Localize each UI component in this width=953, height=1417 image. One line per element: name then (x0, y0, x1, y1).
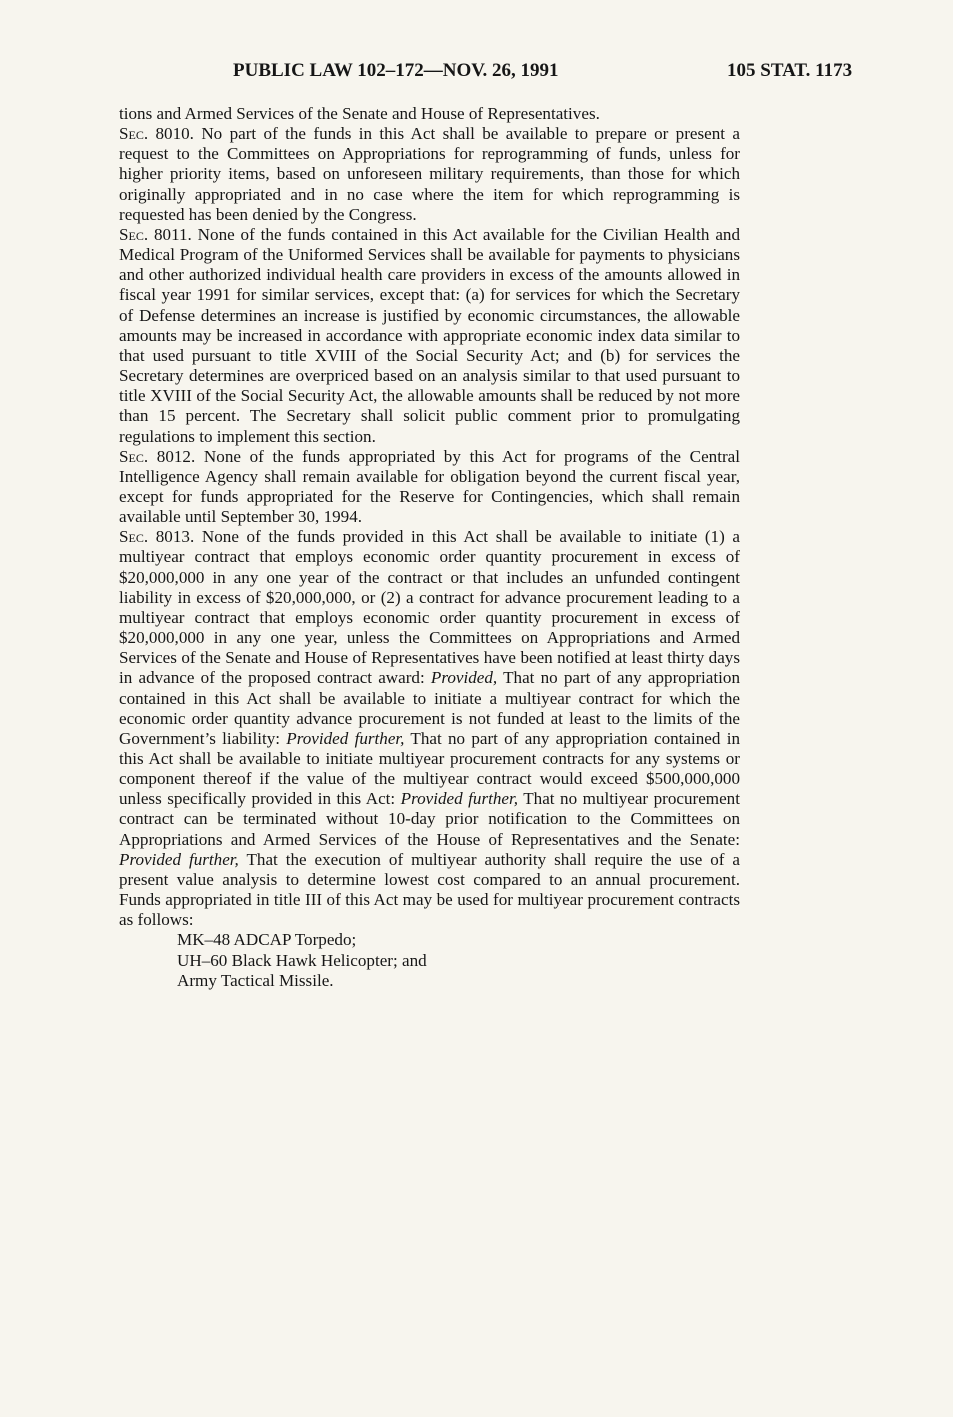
section-text: That the execution of multiyear authority shall require the use of a present value analysis to determine lowest cost compared to an annual procurement. Funds appropriated in title III of this Act may be used for multiyear procurement contracts as follows: (119, 849, 740, 930)
continuation-paragraph: tions and Armed Services of the Senate and House of Representatives. (119, 104, 600, 123)
stat-citation: 105 STAT. 1173 (727, 60, 853, 81)
proviso-term: Provided, (430, 668, 498, 688)
section-text: None of the funds contained in this Act available for the Civilian Health and Medical Program of the Uniformed Services shall be available for payments to physicians and other authorized individual health care providers in excess of the amounts allowed in fiscal year 1991 for similar services, except that: (a) for services for which the Secretary of Defense determines an increase is justified by economic circumstances, the allowable amounts may be increased in accordance with appropriate economic index data similar to that used pursuant to title XVIII of the Social Security Act; and (b) for services the Secretary determines are overpriced based on an analysis similar to that used pursuant to title XVIII of the Social Security Act, the allowable amounts shall be reduced by not more than 15 percent. The Secretary shall solicit public comment prior to promulgating regulations to implement this section. (119, 224, 741, 446)
section-label: Sec. 8013. (119, 527, 195, 547)
list-item: Army Tactical Missile. (177, 970, 334, 990)
section-label: Sec. 8010. (119, 124, 194, 144)
proviso-term: Provided further, (286, 728, 405, 748)
section-text: That no multiyear procurement contract can be terminated without 10-day prior notification to the Committees on Appropriations and Armed Services of the House of Representatives and the Senate: (119, 789, 740, 849)
page-body (119, 104, 740, 991)
section-8011 (119, 225, 740, 447)
section-text: That no part of any appropriation contained in this Act shall be available to initiate multiyear procurement contracts for any systems or component thereof if the value of the multiyear contract would exceed $500,000,000 unless specifically provided in this Act: (119, 728, 740, 809)
running-title: PUBLIC LAW 102–172—NOV. 26, 1991 (233, 60, 559, 81)
page-header (0, 58, 953, 88)
proviso-term: Provided further, (119, 849, 239, 869)
section-8010 (119, 124, 740, 225)
section-text: No part of the funds in this Act shall be available to prepare or present a request to the Committees on Appropriations for reprogramming of funds, unless for higher priority items, based on unforeseen military requirements, than those for which originally appropriated and in no case where the item for which reprogramming is requested has been denied by the Congress. (119, 124, 740, 224)
section-label: Sec. 8012. (119, 446, 196, 466)
program-list (119, 930, 740, 990)
section-text: None of the funds appropriated by this Act for programs of the Central Intelligence Agency shall remain available for obligation beyond the current fiscal year, except for funds appropriated for the Reserve for Contingencies, which shall remain available until September 30, 1994. (119, 446, 740, 527)
proviso-term: Provided further, (400, 789, 519, 809)
list-item: UH–60 Black Hawk Helicopter; and (177, 950, 427, 970)
section-text: None of the funds provided in this Act shall be available to initiate (1) a multiyear contract that employs economic order quantity procurement in excess of $20,000,000 in any one year of the contract or that includes an unfunded contingent liability in excess of $20,000,000, or (2) a contract for advance procurement leading to a multiyear contract that employs economic order quantity procurement in excess of $20,000,000 in any one year, unless the Committees on Appropriations and Armed Services of the Senate and House of Representatives have been notified at least thirty days in advance of the proposed contract award: (119, 527, 740, 688)
section-label: Sec. 8011. (119, 224, 192, 244)
section-8013 (119, 527, 740, 930)
section-text: That no part of any appropriation contained in this Act shall be available to initiate a multiyear contract for which the economic order quantity advance procurement is not funded at least to the limits of the Government’s liability: (119, 668, 740, 748)
section-8012 (119, 447, 740, 528)
list-item: MK–48 ADCAP Torpedo; (177, 930, 357, 950)
